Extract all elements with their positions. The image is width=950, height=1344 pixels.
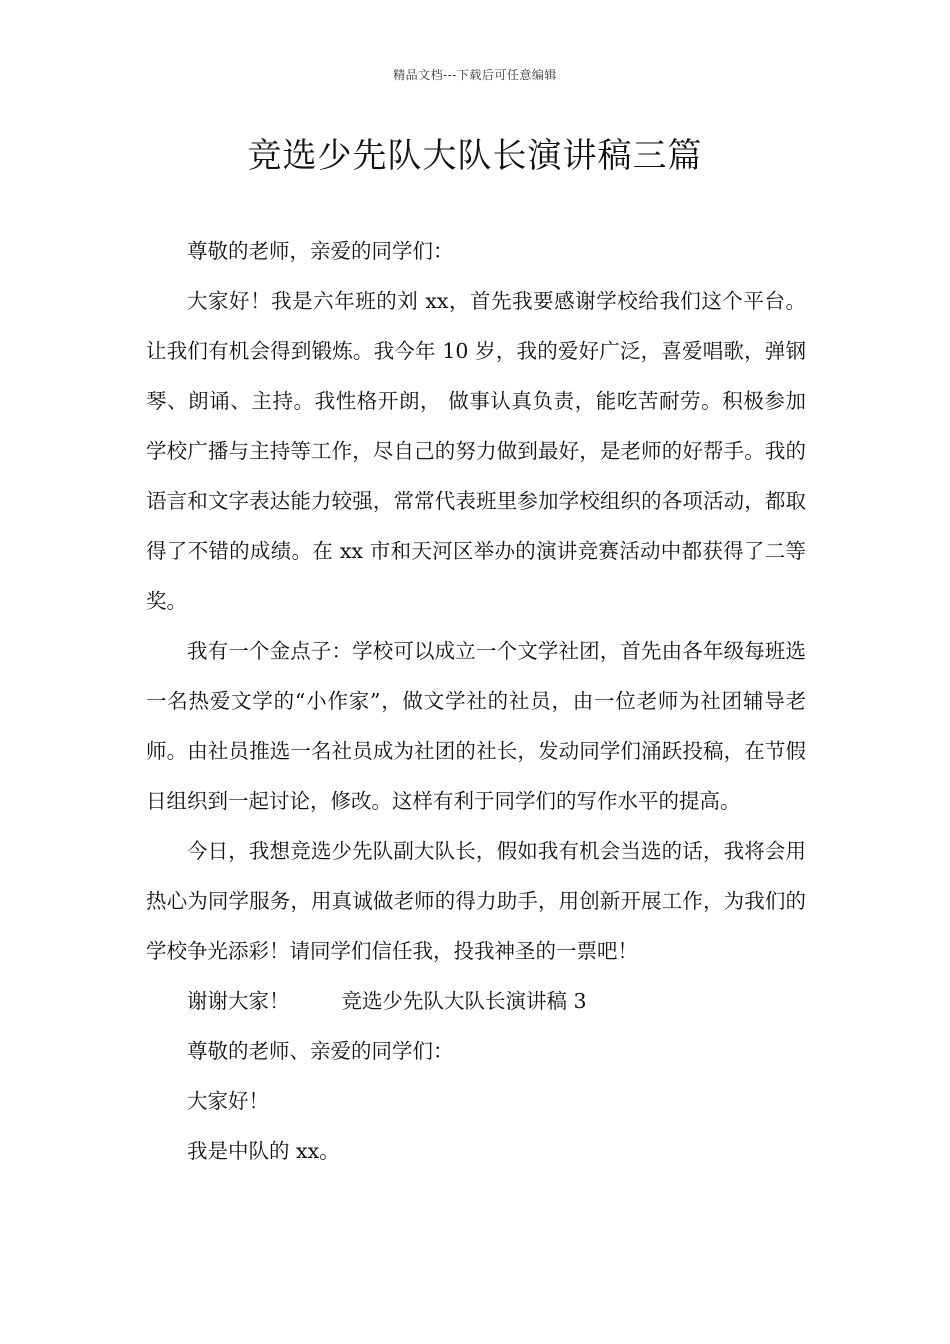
document-title: 竞选少先队大队长演讲稿三篇 <box>247 136 703 176</box>
page-header: 精品文档---下载后可任意编辑 <box>393 68 557 82</box>
paragraph-intro: 大家好！我是六年班的刘 xx，首先我要感谢学校给我们这个平台。让我们有机会得到锻炼。我今年 10 岁，我的爱好广泛，喜爱唱歌，弹钢琴、朗诵、主持。我性格开朗， 做事认真负责，能吃苦耐劳。积极参加学校广播与主持等工作，尽自己的努力做到最好，是老师的好帮手。我的语言和文字表达能力较强，常常代表班里参加学校组织的各项活动，都取得了不错的成绩。在 xx 市和天河区举办的演讲竞赛活动中都获得了二等奖。 <box>146 289 806 613</box>
paragraph-idea: 我有一个金点子：学校可以成立一个文学社团，首先由各年级每班选一名热爱文学的“小作家”，做文学社的社员，由一位老师为社团辅导老师。由社员推选一名社员成为社团的社长，发动同学们涌跃投稿，在节假日组织到一起讨论，修改。这样有利于同学们的写作水平的提高。 <box>146 639 806 813</box>
paragraph-pledge: 今日，我想竞选少先队副大队长，假如我有机会当选的话，我将会用热心为同学服务，用真诚做老师的得力助手，用创新开展工作，为我们的学校争光添彩！请同学们信任我，投我神圣的一票吧！ <box>146 839 806 963</box>
second-intro: 我是中队的 xx。 <box>187 1139 340 1163</box>
thanks-text: 谢谢大家！ <box>187 989 290 1013</box>
second-salutation: 尊敬的老师、亲爱的同学们： <box>187 1039 454 1063</box>
second-greeting: 大家好！ <box>187 1089 269 1113</box>
next-speech-title: 竞选少先队大队长演讲稿 3 <box>341 989 587 1013</box>
salutation: 尊敬的老师，亲爱的同学们： <box>187 239 454 263</box>
closing-line <box>146 976 806 1026</box>
document-body <box>146 226 806 1176</box>
